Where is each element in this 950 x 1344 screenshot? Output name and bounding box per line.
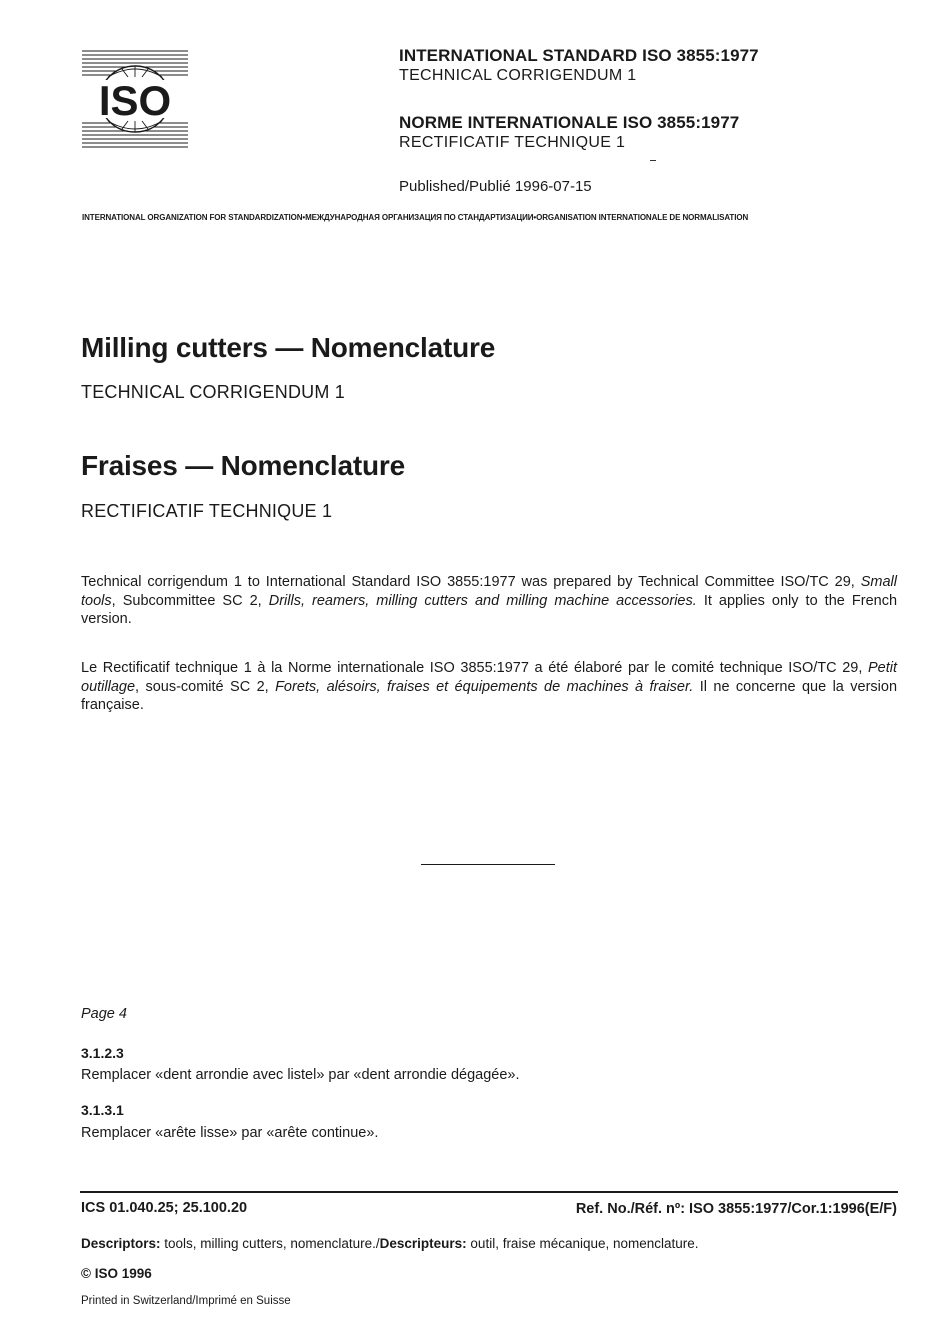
header-en-title: INTERNATIONAL STANDARD ISO 3855:1977	[399, 46, 759, 65]
organization-line: INTERNATIONAL ORGANIZATION FOR STANDARDIZATION•МЕЖДУНАРОДНАЯ ОРГАНИЗАЦИЯ ПО СТАНДАРТИЗАЦИИ•ORGANISATION INTERNATIONALE DE NORMALISATION	[82, 213, 749, 222]
clause-number: 3.1.3.1	[81, 1102, 124, 1118]
subtitle-french: RECTIFICATIF TECHNIQUE 1	[81, 501, 333, 521]
copyright: © ISO 1996	[81, 1266, 152, 1281]
iso-logo-text: ISO	[98, 77, 172, 124]
scan-mark	[650, 160, 656, 161]
clause-text: Remplacer «dent arrondie avec listel» par «dent arrondie dégagée».	[81, 1067, 520, 1083]
header-en-subtitle: TECHNICAL CORRIGENDUM 1	[399, 67, 637, 84]
header-fr-title: NORME INTERNATIONALE ISO 3855:1977	[399, 113, 740, 132]
published-date: Published/Publié 1996-07-15	[399, 178, 592, 195]
footer-rule	[80, 1191, 898, 1193]
ics-codes: ICS 01.040.25; 25.100.20	[81, 1200, 248, 1216]
header-fr-subtitle: RECTIFICATIF TECHNIQUE 1	[399, 134, 626, 151]
paragraph-french: Le Rectificatif technique 1 à la Norme internationale ISO 3855:1977 a été élaboré par le comité technique ISO/TC 29, Petit outillage, sous-comité SC 2, Forets, alésoirs, fraises et équipements de machines à fraiser. Il ne concerne que la version française.	[81, 660, 898, 713]
clause-number: 3.1.2.3	[81, 1045, 124, 1061]
title-english: Milling cutters — Nomenclature	[81, 332, 496, 363]
section-divider	[421, 864, 555, 865]
printed-in: Printed in Switzerland/Imprimé en Suisse	[81, 1295, 291, 1307]
reference-number: Ref. No./Réf. nº: ISO 3855:1977/Cor.1:1996(E/F)	[575, 1201, 897, 1217]
page-reference: Page 4	[81, 1006, 127, 1022]
descriptors: Descriptors: tools, milling cutters, nomenclature./Descripteurs: outil, fraise mécanique, nomenclature.	[81, 1236, 699, 1251]
title-french: Fraises — Nomenclature	[81, 450, 405, 481]
subtitle-english: TECHNICAL CORRIGENDUM 1	[81, 382, 345, 402]
paragraph-english: Technical corrigendum 1 to International Standard ISO 3855:1977 was prepared by Technical Committee ISO/TC 29, Small tools, Subcommittee SC 2, Drills, reamers, milling cutters and milling machine accessories. It applies only to the French version.	[81, 574, 898, 627]
clause-text: Remplacer «arête lisse» par «arête continue».	[81, 1125, 379, 1141]
iso-logo	[82, 47, 188, 151]
